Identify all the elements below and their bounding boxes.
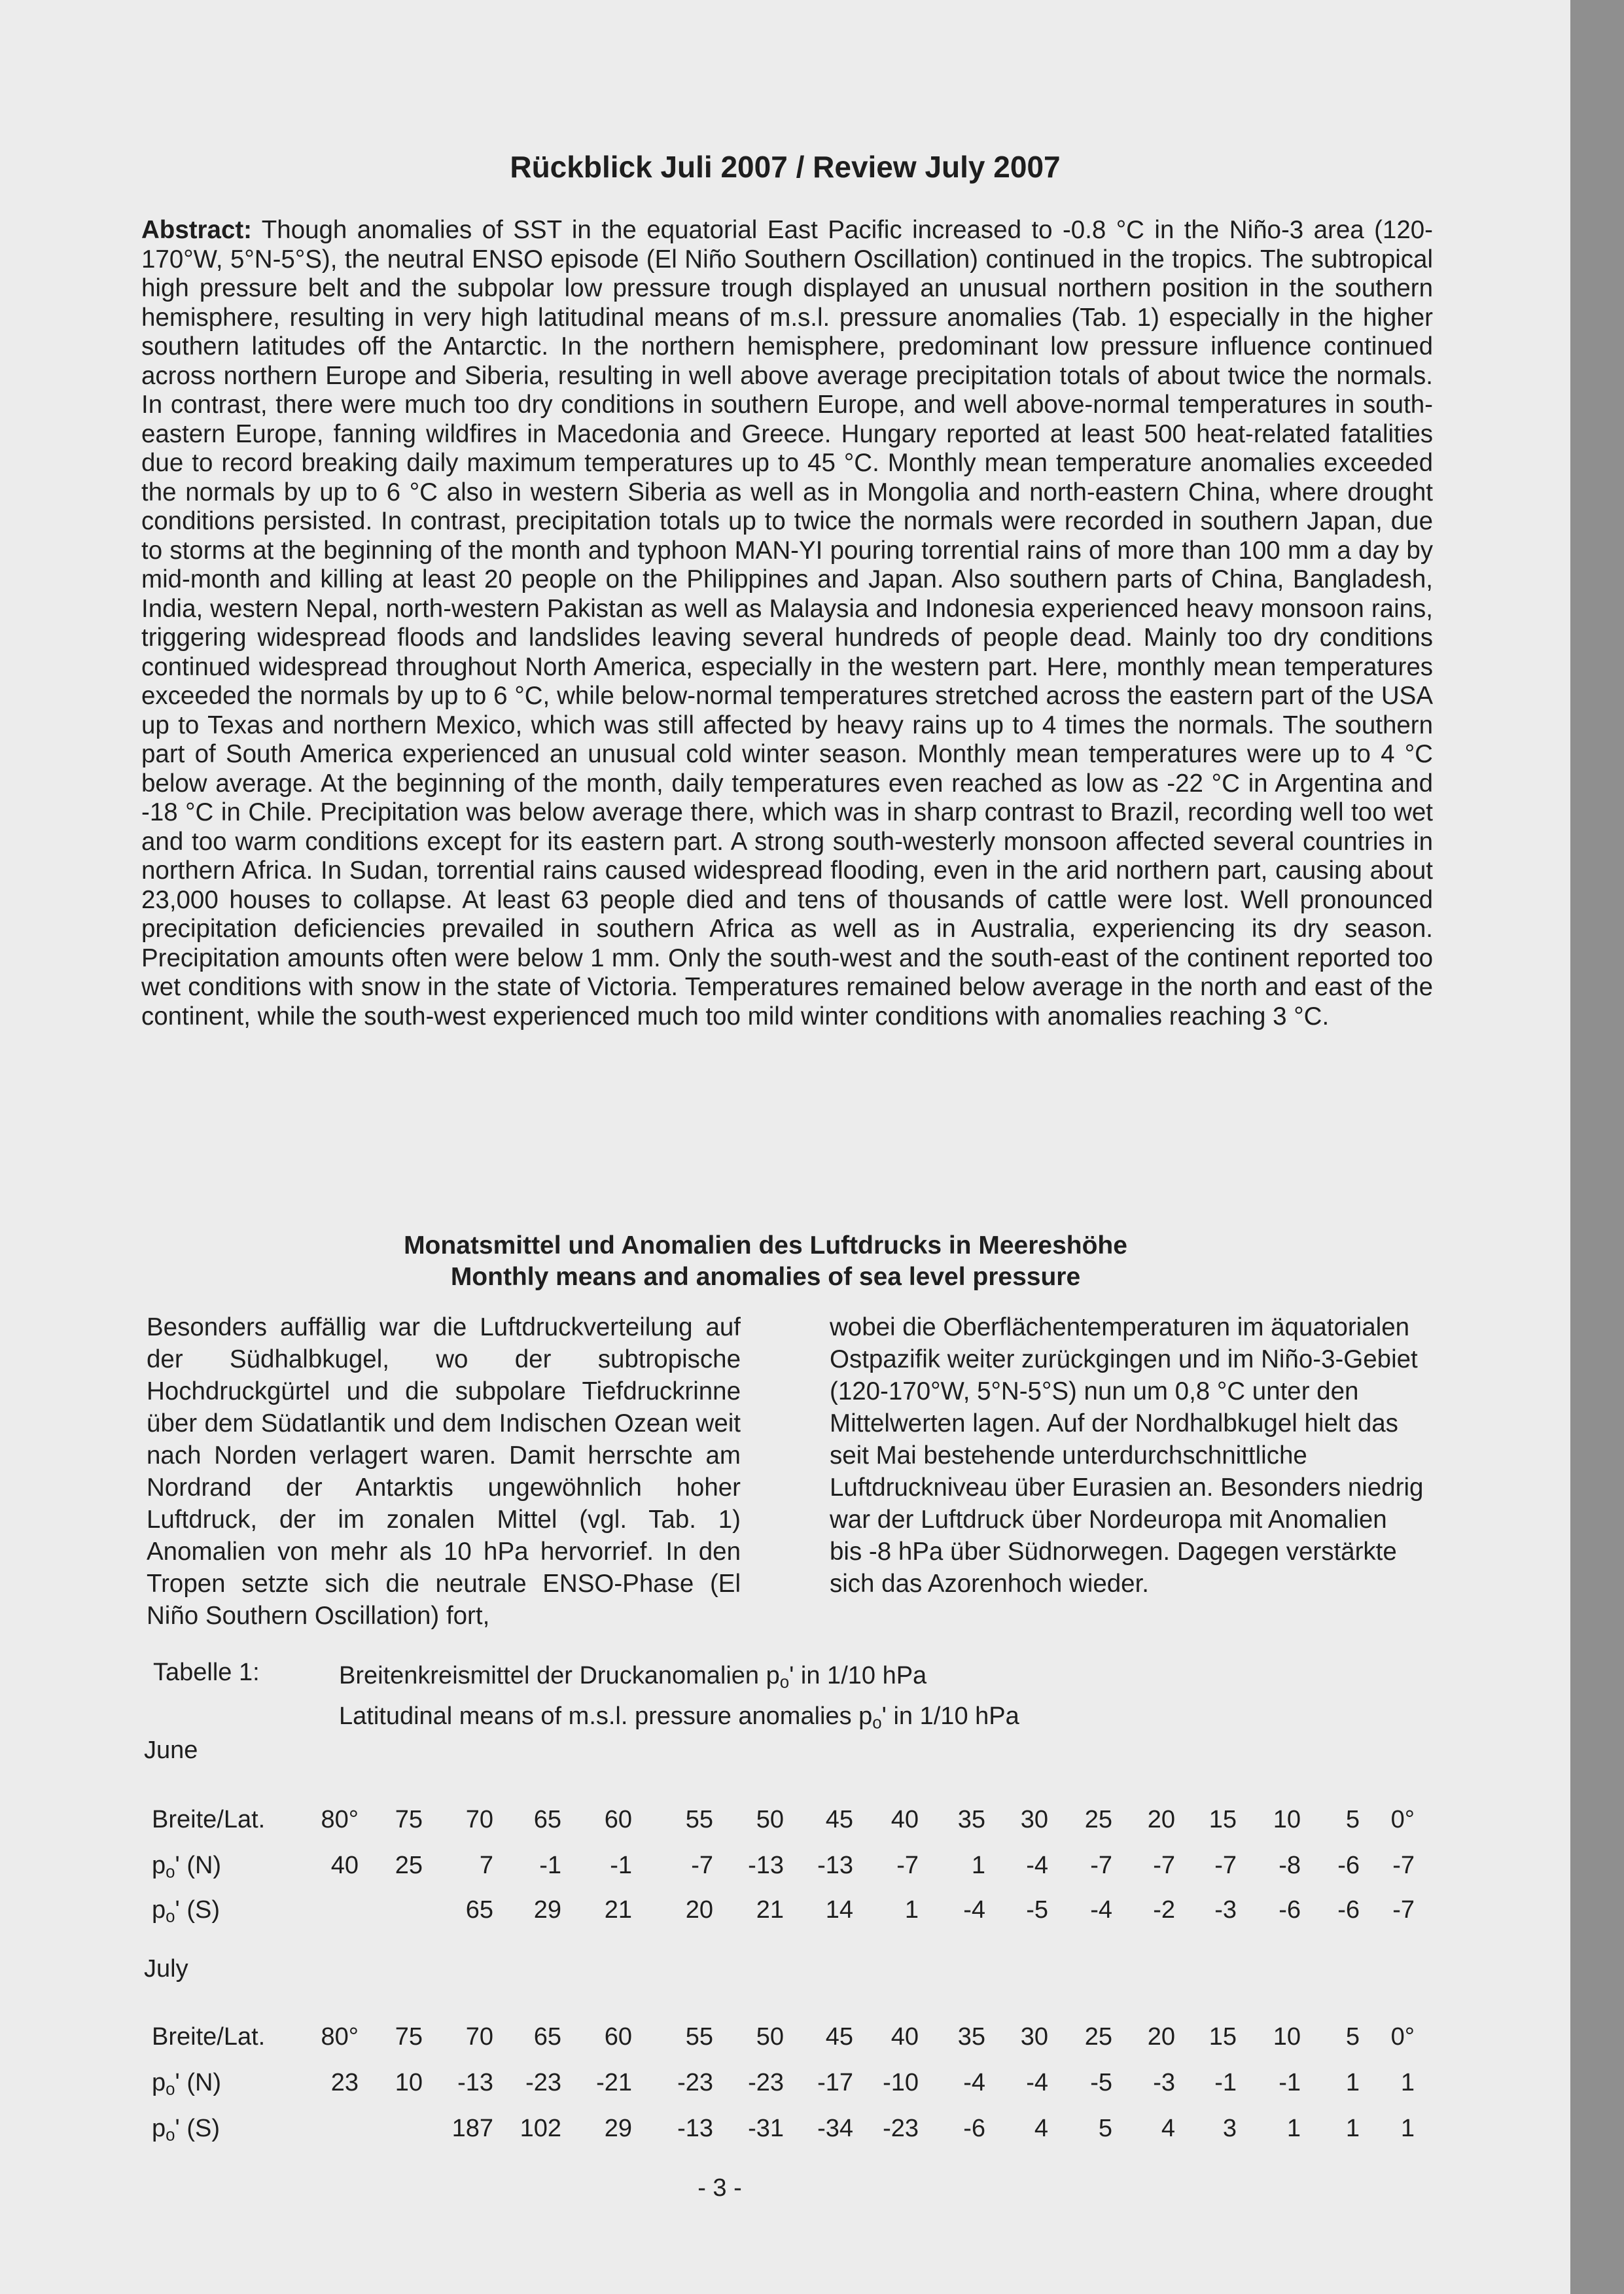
table-cell: 1 [1400, 2069, 1415, 2096]
caption-de-subscript: o [779, 1673, 790, 1692]
abstract-text: Though anomalies of SST in the equatorial East Pacific increased to -0.8 °C in the Niño-3 area (120-170°W, 5°N-5°S), the neutral ENSO episode (El Niño Southern Oscillation) continued in the tropics. The subtropical high pressure belt and the subpolar low pressure trough displayed an unusual northern position in the southern hemisphere, resulting in very high latitudinal means of m.s.l. pressure anomalies (Tab. 1) especially in the higher southern latitudes off the Antarctic. In the northern hemisphere, predominant low pressure influence continued across northern Europe and Siberia, resulting in well above average precipitation totals of about twice the normals. In contrast, there were much too dry conditions in southern Europe, and well above-normal temperatures in south-eastern Europe, fanning wildfires in Macedonia and Greece. Hungary reported at least 500 heat-related fatalities due to record breaking daily maximum temperatures up to 45 °C. Monthly mean temperature anomalies exceeded the normals by up to 6 °C also in western Siberia as well as in Mongolia and north-eastern China, where drought conditions persisted. In contrast, precipitation totals up to twice the normals were recorded in southern Japan, due to storms at the beginning of the month and typhoon MAN-YI pouring torrential rains of more than 100 mm a day by mid-month and killing at least 20 people on the Philippines and Japan. Also southern parts of China, Bangladesh, India, western Nepal, north-western Pakistan as well as Malaysia and Indonesia experienced heavy monsoon rains, triggering widespread floods and landslides leaving several hundreds of people dead. Mainly too dry conditions continued widespread throughout North America, especially in the western part. Here, monthly mean temperatures exceeded the normals by up to 6 °C, while below-normal temperatures stretched across the eastern part of the USA up to Texas and northern Mexico, which was still affected by heavy rains up to 4 times the normals. The southern part of South America experienced an unusual cold winter season. Monthly mean temperatures were up to 4 °C below average. At the beginning of the month, daily temperatures even reached as low as -22 °C in Argentina and -18 °C in Chile. Precipitation was below average there, which was in sharp contrast to Brazil, recording well too wet and too warm conditions except for its eastern part. A strong south-westerly monsoon affected several countries in northern Africa. In Sudan, torrential rains caused widespread flooding, even in the arid northern part, causing about 23,000 houses to collapse. At least 63 people died and tens of thousands of cattle were lost. Well pronounced precipitation deficiencies prevailed in southern Africa as well as in Australia, experiencing its dry season. Precipitation amounts often were below 1 mm. Only the south-west and the south-east of the continent reported too wet conditions with snow in the state of Victoria. Temperatures remained below average in the north and east of the continent, while the south-west experienced much too mild winter conditions with anomalies reaching 3 °C. [141, 216, 1433, 1031]
table-cell: -5 [1090, 2069, 1112, 2096]
page-title: Rückblick Juli 2007 / Review July 2007 [510, 150, 1061, 184]
row-label [152, 1896, 220, 1926]
p-suffix: ' (S) [175, 2115, 220, 2142]
table-label: Tabelle 1: [153, 1659, 260, 1686]
table-cell: -4 [963, 2069, 985, 2096]
p-symbol: p [152, 1852, 166, 1879]
table-cell: 29 [604, 2115, 632, 2142]
table-cell: -6 [1337, 1896, 1360, 1924]
abstract-paragraph [141, 216, 1433, 1031]
table-cell: 25 [395, 1852, 423, 1879]
table-cell: 20 [1147, 1806, 1175, 1833]
table-cell: -7 [691, 1852, 713, 1879]
abstract-lead: Abstract: [141, 216, 253, 244]
p-suffix: ' (N) [175, 1852, 222, 1879]
table-cell: -23 [748, 2069, 784, 2096]
table-cell: 0° [1390, 2023, 1415, 2051]
june-north-row [0, 1852, 1570, 1884]
table-cell: -1 [1214, 2069, 1237, 2096]
page-number: - 3 - [697, 2174, 742, 2202]
table-cell: -6 [1279, 1896, 1301, 1924]
table-cell: 70 [465, 2023, 493, 2051]
p-subscript: o [166, 2126, 175, 2145]
july-north-row [0, 2069, 1570, 2102]
june-south-row [0, 1896, 1570, 1929]
table-cell: -4 [1026, 2069, 1048, 2096]
table-cell: 20 [1147, 2023, 1175, 2051]
table-cell: -7 [1392, 1852, 1415, 1879]
table-cell: 1 [971, 1852, 985, 1879]
table-cell: 3 [1222, 2115, 1237, 2142]
table-cell: 14 [825, 1896, 853, 1924]
table-caption-en [339, 1699, 1019, 1740]
table-cell: 80° [321, 2023, 359, 2051]
table-cell: -7 [1090, 1852, 1112, 1879]
table-cell: 5 [1345, 1806, 1360, 1833]
table-cell: 15 [1209, 1806, 1237, 1833]
table-cell: 21 [604, 1896, 632, 1924]
table-cell: 0° [1390, 1806, 1415, 1833]
table-cell: 75 [395, 1806, 423, 1833]
table-cell: 50 [756, 2023, 784, 2051]
caption-de-text: Breitenkreismittel der Druckanomalien p [339, 1662, 780, 1689]
table-cell: 20 [685, 1896, 713, 1924]
table-cell: 10 [1273, 1806, 1301, 1833]
table-cell: 5 [1345, 2023, 1360, 2051]
table-cell: -4 [1026, 1852, 1048, 1879]
table-cell: -3 [1214, 1896, 1237, 1924]
table-cell: 45 [825, 2023, 853, 2051]
table-cell: 187 [451, 2115, 493, 2142]
table-cell: 10 [395, 2069, 423, 2096]
table-cell: 23 [330, 2069, 359, 2096]
scan-edge [1570, 0, 1624, 2294]
table-cell: 7 [479, 1852, 493, 1879]
p-subscript: o [166, 1907, 175, 1926]
table-cell: -3 [1153, 2069, 1175, 2096]
july-lat-row [0, 2023, 1570, 2056]
table-cell: 1 [1345, 2069, 1360, 2096]
table-cell: 40 [891, 2023, 919, 2051]
caption-en-text: Latitudinal means of m.s.l. pressure anomalies p [339, 1703, 873, 1731]
table-cell: 35 [957, 1806, 985, 1833]
table-cell: 29 [533, 1896, 561, 1924]
table-cell: -8 [1279, 1852, 1301, 1879]
table-cell: 1 [1345, 2115, 1360, 2142]
table-cell: -17 [817, 2069, 853, 2096]
table-cell: -10 [883, 2069, 919, 2096]
table-cell: 4 [1161, 2115, 1175, 2142]
section-heading [0, 1230, 1531, 1293]
p-symbol: p [152, 1896, 166, 1924]
row-label [152, 2069, 221, 2099]
table-cell: 65 [533, 1806, 561, 1833]
table-caption [339, 1659, 1019, 1740]
caption-de-unit: ' in 1/10 hPa [789, 1662, 927, 1689]
text-column-right: wobei die Oberflächentemperaturen im äquatorialen Ostpazifik weiter zurückgingen und im Niño-3-Gebiet (120-170°W, 5°N-5°S) nun um 0,8 °C unter den Mittelwerten lagen. Auf der Nordhalbkugel hielt das seit Mai bestehende unterdurchschnittliche Luftdruckniveau über Eurasien an. Besonders niedrig war der Luftdruck über Nordeuropa mit Anomalien bis -8 hPa über Südnorwegen. Dagegen verstärkte sich das Azorenhoch wieder. [830, 1313, 1424, 1598]
table-cell: -7 [896, 1852, 919, 1879]
table-cell: -4 [1090, 1896, 1112, 1924]
table-cell: 25 [1084, 1806, 1112, 1833]
table-cell: -13 [677, 2115, 713, 2142]
table-cell: 60 [604, 2023, 632, 2051]
table-cell: -4 [963, 1896, 985, 1924]
p-symbol: p [152, 2115, 166, 2142]
table-cell: -13 [457, 2069, 493, 2096]
june-lat-row [0, 1806, 1570, 1839]
table-cell: 21 [756, 1896, 784, 1924]
table-cell: -7 [1153, 1852, 1175, 1879]
p-suffix: ' (S) [175, 1896, 220, 1924]
table-cell: 45 [825, 1806, 853, 1833]
row-label [152, 2115, 220, 2145]
table-cell: 35 [957, 2023, 985, 2051]
table-cell: 55 [685, 1806, 713, 1833]
table-cell: 1 [1400, 2115, 1415, 2142]
july-south-row [0, 2115, 1570, 2147]
table-cell: 1 [904, 1896, 919, 1924]
table-cell: -31 [748, 2115, 784, 2142]
table-cell: 25 [1084, 2023, 1112, 2051]
text-column-left: Besonders auffällig war die Luftdruckverteilung auf der Südhalbkugel, wo der subtropische Hochdruckgürtel und die subpolare Tiefdruckrinne über dem Südatlantik und dem Indischen Ozean weit nach Norden verlagert waren. Damit herrschte am Nordrand der Antarktis ungewöhnlich hoher Luftdruck, der im zonalen Mittel (vgl. Tab. 1) Anomalien von mehr als 10 hPa hervorrief. In den Tropen setzte sich die neutrale ENSO-Phase (El Niño Southern Oscillation) fort, [147, 1313, 741, 1630]
table-cell: -34 [817, 2115, 853, 2142]
table-cell: -2 [1153, 1896, 1175, 1924]
table-cell: 60 [604, 1806, 632, 1833]
section-title-de: Monatsmittel und Anomalien des Luftdrucks in Meereshöhe [404, 1231, 1127, 1260]
table-cell: -7 [1214, 1852, 1237, 1879]
table-cell: 15 [1209, 2023, 1237, 2051]
month-label-june: June [144, 1737, 198, 1764]
table-cell: -23 [677, 2069, 713, 2096]
table-cell: -23 [883, 2115, 919, 2142]
table-cell: -13 [748, 1852, 784, 1879]
section-title-en: Monthly means and anomalies of sea level pressure [450, 1263, 1081, 1291]
table-cell: 1 [1286, 2115, 1301, 2142]
table-cell: -5 [1026, 1896, 1048, 1924]
table-cell: 40 [891, 1806, 919, 1833]
table-cell: -1 [539, 1852, 561, 1879]
table-cell: -13 [817, 1852, 853, 1879]
p-subscript: o [166, 2080, 175, 2099]
table-cell: -23 [525, 2069, 561, 2096]
table-cell: 102 [520, 2115, 561, 2142]
table-cell: 5 [1098, 2115, 1112, 2142]
p-subscript: o [166, 1863, 175, 1882]
table-cell: 40 [330, 1852, 359, 1879]
table-cell: 30 [1020, 2023, 1048, 2051]
table-cell: 50 [756, 1806, 784, 1833]
row-label [152, 1852, 221, 1882]
table-cell: 75 [395, 2023, 423, 2051]
caption-en-subscript: o [872, 1714, 882, 1733]
table-cell: -1 [1279, 2069, 1301, 2096]
table-cell: 10 [1273, 2023, 1301, 2051]
table-cell: 55 [685, 2023, 713, 2051]
table-cell: -6 [963, 2115, 985, 2142]
p-symbol: p [152, 2069, 166, 2096]
p-suffix: ' (N) [175, 2069, 222, 2096]
table-cell: -1 [610, 1852, 632, 1879]
table-cell: 80° [321, 1806, 359, 1833]
caption-en-unit: ' in 1/10 hPa [881, 1703, 1019, 1731]
table-cell: -6 [1337, 1852, 1360, 1879]
table-cell: 65 [465, 1896, 493, 1924]
month-label-july: July [144, 1955, 188, 1983]
table-cell: 30 [1020, 1806, 1048, 1833]
table-cell: 4 [1034, 2115, 1048, 2142]
row-label: Breite/Lat. [152, 1806, 266, 1833]
table-caption-de [339, 1659, 1019, 1699]
table-cell: -7 [1392, 1896, 1415, 1924]
row-label: Breite/Lat. [152, 2023, 266, 2051]
table-cell: -21 [596, 2069, 632, 2096]
table-cell: 70 [465, 1806, 493, 1833]
table-cell: 65 [533, 2023, 561, 2051]
